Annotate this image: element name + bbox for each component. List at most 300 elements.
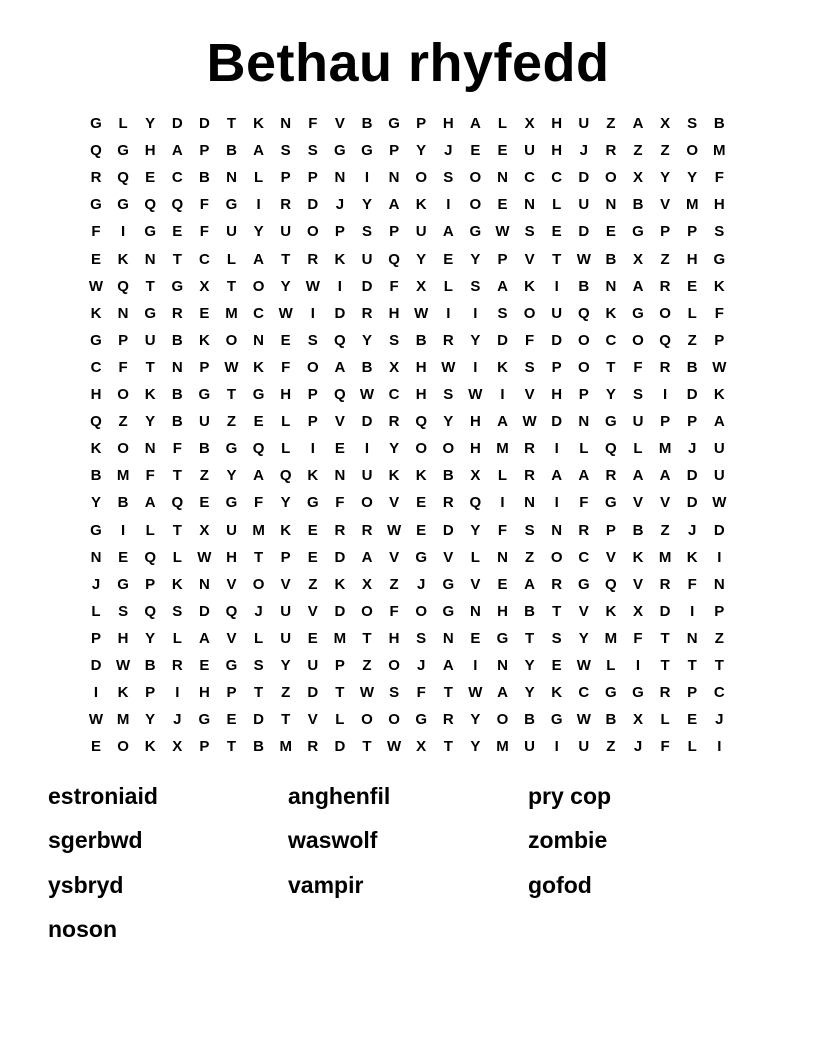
grid-letter: O	[496, 711, 509, 729]
grid-letter: D	[253, 711, 265, 729]
grid-letter: M	[713, 142, 726, 160]
grid-letter: H	[144, 142, 156, 160]
grid-letter: B	[442, 467, 454, 485]
grid-letter: J	[91, 575, 101, 593]
grid-letter: A	[713, 413, 725, 431]
grid-letter: M	[225, 304, 238, 322]
grid-letter: V	[280, 575, 291, 593]
grid-letter: B	[90, 467, 102, 485]
grid-letter: R	[171, 304, 183, 322]
grid-letter: O	[659, 304, 671, 322]
grid-letter: E	[307, 629, 318, 647]
grid-letter: F	[660, 738, 670, 756]
grid-letter: Y	[253, 223, 264, 241]
grid-letter: A	[632, 115, 644, 132]
grid-letter: I	[337, 277, 342, 295]
grid-letter: N	[198, 575, 210, 593]
grid-letter: B	[117, 494, 129, 512]
grid-letter: I	[663, 386, 668, 403]
grid-letter: M	[116, 467, 130, 485]
grid-letter: V	[307, 711, 318, 729]
grid-letter: D	[334, 602, 346, 620]
grid-letter: T	[145, 358, 155, 376]
grid-letter: F	[199, 196, 209, 214]
grid-letter: G	[415, 711, 428, 729]
grid-letter: E	[687, 711, 698, 729]
grid-letter: P	[118, 331, 129, 349]
grid-letter: V	[226, 629, 237, 647]
grid-letter: K	[198, 331, 210, 349]
grid-letter: Q	[605, 440, 617, 458]
grid-letter: A	[632, 467, 644, 485]
grid-letter: A	[551, 467, 563, 485]
grid-letter: Z	[660, 250, 670, 268]
grid-letter: Q	[225, 602, 238, 620]
grid-letter: V	[470, 575, 481, 593]
grid-letter: U	[226, 521, 237, 539]
grid-letter: Q	[117, 169, 129, 187]
grid-letter: J	[688, 521, 697, 539]
grid-letter: A	[253, 467, 265, 485]
grid-letter: Y	[145, 711, 156, 729]
grid-letter: K	[253, 358, 265, 376]
grid-letter: V	[443, 548, 454, 566]
grid-letter: I	[717, 548, 722, 566]
grid-letter: S	[389, 684, 400, 702]
grid-letter: T	[443, 738, 453, 756]
grid-letter: P	[90, 629, 101, 647]
grid-letter: N	[253, 331, 265, 349]
grid-letter: P	[687, 684, 698, 702]
grid-letter: Z	[226, 413, 237, 431]
grid-letter: T	[172, 521, 182, 539]
grid-letter: Y	[416, 250, 427, 268]
grid-letter: Q	[279, 467, 292, 485]
grid-letter: L	[281, 413, 291, 431]
grid-letter: T	[606, 358, 616, 376]
grid-letter: E	[470, 629, 481, 647]
word-list-item: zombie	[528, 827, 608, 853]
grid-letter: P	[416, 115, 427, 132]
grid-letter: M	[279, 738, 292, 756]
grid-letter: H	[415, 358, 427, 376]
grid-letter: F	[254, 494, 264, 512]
grid-letter: W	[305, 277, 320, 295]
grid-letter: Y	[660, 169, 671, 187]
grid-letter: E	[443, 250, 454, 268]
grid-letter: U	[361, 467, 373, 485]
grid-letter: U	[578, 738, 590, 756]
grid-letter: U	[198, 413, 210, 431]
grid-letter: O	[469, 196, 482, 214]
grid-letter: K	[307, 467, 319, 485]
grid-letter: I	[473, 358, 478, 376]
grid-letter: A	[144, 494, 156, 512]
grid-letter: P	[145, 684, 156, 702]
grid-letter: F	[714, 169, 724, 187]
grid-letter: B	[198, 169, 210, 187]
grid-letter: N	[144, 250, 156, 268]
grid-letter: N	[524, 494, 536, 512]
grid-letter: A	[253, 142, 265, 160]
grid-letter: R	[578, 521, 590, 539]
grid-letter: R	[361, 304, 373, 322]
grid-letter: D	[578, 169, 590, 187]
grid-letter: S	[524, 358, 535, 376]
grid-letter: H	[415, 386, 427, 403]
grid-letter: K	[605, 602, 617, 620]
grid-letter: O	[523, 304, 536, 322]
grid-letter: G	[442, 602, 455, 620]
grid-letter: K	[171, 575, 183, 593]
grid-letter: V	[334, 413, 345, 431]
grid-letter: O	[117, 440, 129, 458]
grid-letter: T	[145, 277, 155, 295]
grid-letter: B	[578, 277, 590, 295]
word-list-item: pry cop	[528, 783, 612, 809]
grid-letter: I	[256, 196, 261, 214]
grid-letter: P	[307, 386, 318, 403]
grid-letter: A	[497, 277, 508, 295]
grid-letter: A	[497, 413, 508, 431]
grid-letter: G	[144, 304, 157, 322]
grid-letter: G	[171, 277, 184, 295]
grid-letter: U	[713, 467, 725, 485]
grid-letter: D	[578, 223, 590, 241]
grid-letter: U	[713, 440, 725, 458]
grid-letter: T	[525, 629, 535, 647]
grid-letter: S	[551, 629, 562, 647]
grid-letter: E	[307, 521, 318, 539]
grid-letter: C	[90, 358, 102, 376]
grid-letter: R	[659, 358, 671, 376]
grid-letter: I	[690, 602, 695, 620]
grid-letter: F	[579, 494, 589, 512]
grid-letter: P	[145, 575, 156, 593]
grid-letter: G	[117, 142, 129, 160]
grid-letter: R	[659, 277, 671, 295]
grid-letter: F	[633, 358, 643, 376]
grid-letter: X	[524, 115, 535, 132]
grid-letter: D	[334, 304, 346, 322]
grid-letter: J	[715, 711, 724, 729]
grid-letter: G	[225, 196, 238, 214]
grid-letter: T	[172, 250, 182, 268]
grid-letter: K	[713, 277, 725, 295]
grid-letter: I	[554, 277, 559, 295]
grid-letter: F	[714, 304, 724, 322]
grid-letter: D	[659, 602, 671, 620]
grid-letter: A	[198, 629, 210, 647]
grid-letter: P	[307, 413, 318, 431]
grid-letter: I	[473, 304, 478, 322]
grid-letter: Y	[90, 494, 101, 512]
grid-letter: D	[442, 521, 454, 539]
grid-letter: H	[90, 386, 102, 403]
grid-letter: L	[687, 304, 697, 322]
grid-letter: A	[334, 358, 346, 376]
grid-letter: T	[714, 657, 724, 674]
grid-letter: Y	[524, 684, 535, 702]
grid-letter: K	[415, 196, 427, 214]
grid-letter: C	[524, 169, 536, 187]
grid-letter: O	[117, 386, 129, 403]
grid-letter: R	[605, 142, 617, 160]
grid-letter: N	[144, 440, 156, 458]
grid-letter: K	[388, 467, 400, 485]
grid-letter: T	[552, 602, 562, 620]
grid-letter: Z	[199, 467, 209, 485]
grid-letter: Q	[90, 142, 102, 160]
grid-letter: V	[334, 115, 345, 132]
grid-letter: P	[497, 250, 508, 268]
grid-letter: X	[632, 250, 643, 268]
grid-letter: O	[225, 331, 238, 349]
grid-letter: I	[554, 440, 559, 458]
grid-letter: H	[388, 629, 400, 647]
grid-letter: Q	[144, 602, 157, 620]
grid-letter: V	[660, 196, 671, 214]
grid-letter: G	[415, 548, 428, 566]
grid-letter: P	[605, 521, 616, 539]
grid-letter: P	[226, 684, 237, 702]
grid-letter: E	[551, 657, 562, 674]
grid-letter: B	[524, 602, 536, 620]
grid-letter: V	[389, 494, 400, 512]
grid-letter: E	[497, 142, 508, 160]
grid-letter: F	[172, 440, 182, 458]
grid-letter: R	[334, 521, 346, 539]
grid-letter: H	[686, 250, 698, 268]
grid-letter: W	[116, 657, 131, 674]
grid-letter: O	[252, 277, 265, 295]
grid-letter: D	[171, 115, 183, 132]
puzzle-title: Bethau rhyfedd	[206, 33, 610, 93]
grid-letter: D	[334, 548, 346, 566]
grid-letter: E	[118, 548, 129, 566]
grid-letter: B	[198, 440, 210, 458]
grid-letter: V	[660, 494, 671, 512]
grid-letter: A	[659, 467, 671, 485]
grid-letter: W	[576, 657, 591, 674]
grid-letter: O	[686, 142, 699, 160]
grid-letter: N	[497, 657, 508, 674]
grid-letter: K	[713, 386, 725, 403]
grid-letter: Q	[659, 331, 671, 349]
grid-letter: N	[524, 196, 536, 214]
grid-letter: Y	[280, 657, 291, 674]
grid-letter: W	[576, 250, 591, 268]
grid-letter: Z	[362, 657, 372, 674]
grid-letter: Y	[280, 277, 291, 295]
grid-letter: S	[118, 602, 129, 620]
grid-letter: P	[714, 602, 725, 620]
grid-letter: L	[443, 277, 453, 295]
grid-letter: F	[525, 331, 535, 349]
grid-letter: Y	[145, 115, 156, 132]
grid-letter: R	[171, 657, 183, 674]
grid-letter: I	[364, 440, 370, 458]
grid-letter: G	[225, 440, 238, 458]
grid-letter: Q	[415, 413, 428, 431]
grid-letter: O	[442, 440, 455, 458]
grid-letter: L	[633, 440, 643, 458]
grid-letter: H	[497, 602, 508, 620]
grid-letter: G	[577, 575, 590, 593]
grid-letter: R	[442, 711, 454, 729]
grid-letter: Y	[605, 386, 616, 403]
grid-letter: J	[444, 142, 453, 160]
grid-letter: O	[415, 602, 428, 620]
grid-letter: I	[310, 440, 315, 458]
grid-letter: R	[551, 575, 563, 593]
grid-letter: L	[91, 602, 101, 620]
grid-letter: P	[389, 223, 400, 241]
grid-letter: G	[117, 575, 129, 593]
grid-letter: U	[524, 738, 536, 756]
grid-letter: R	[659, 684, 671, 702]
grid-letter: Y	[578, 629, 589, 647]
grid-letter: N	[117, 304, 129, 322]
grid-letter: M	[333, 629, 347, 647]
grid-letter: Y	[361, 331, 372, 349]
grid-letter: Q	[388, 250, 400, 268]
grid-letter: G	[144, 223, 157, 241]
grid-letter: L	[497, 467, 508, 485]
grid-letter: Z	[308, 575, 318, 593]
grid-letter: N	[469, 602, 481, 620]
grid-letter: S	[443, 169, 454, 187]
grid-letter: Z	[660, 521, 670, 539]
grid-letter: G	[225, 657, 238, 674]
grid-letter: L	[497, 115, 508, 132]
grid-letter: B	[226, 142, 237, 160]
grid-letter: J	[417, 575, 426, 593]
grid-letter: Z	[281, 684, 291, 702]
grid-letter: P	[334, 657, 345, 674]
grid-letter: T	[254, 548, 264, 566]
grid-letter: N	[334, 467, 346, 485]
grid-letter: Q	[144, 196, 157, 214]
grid-letter: U	[361, 250, 373, 268]
grid-letter: D	[361, 277, 373, 295]
grid-letter: O	[605, 169, 617, 187]
grid-letter: W	[468, 386, 483, 403]
grid-letter: E	[90, 250, 101, 268]
grid-letter: E	[416, 521, 427, 539]
grid-letter: V	[307, 602, 318, 620]
grid-letter: H	[280, 386, 292, 403]
grid-letter: W	[387, 738, 402, 756]
grid-letter: E	[470, 142, 481, 160]
grid-letter: W	[359, 684, 375, 702]
grid-letter: S	[172, 602, 183, 620]
grid-letter: L	[254, 169, 264, 187]
grid-letter: F	[389, 602, 399, 620]
grid-letter: L	[687, 738, 697, 756]
grid-letter: B	[253, 738, 265, 756]
grid-letter: I	[635, 657, 641, 674]
word-list-item: estroniaid	[48, 783, 158, 809]
grid-letter: E	[199, 657, 210, 674]
grid-letter: C	[171, 169, 183, 187]
grid-letter: C	[605, 331, 617, 349]
grid-letter: Z	[660, 142, 670, 160]
grid-letter: D	[198, 602, 210, 620]
grid-letter: P	[199, 142, 210, 160]
grid-letter: A	[442, 657, 454, 674]
word-list-item: noson	[48, 916, 117, 942]
grid-letter: M	[116, 711, 130, 729]
grid-letter: Y	[687, 169, 698, 187]
grid-letter: Y	[470, 738, 481, 756]
grid-letter: U	[632, 413, 644, 431]
grid-letter: S	[524, 521, 535, 539]
grid-letter: F	[416, 684, 426, 702]
grid-letter: P	[280, 548, 291, 566]
grid-letter: L	[606, 657, 616, 674]
grid-letter: G	[225, 494, 238, 512]
grid-letter: T	[362, 738, 372, 756]
grid-letter: R	[524, 467, 536, 485]
grid-letter: G	[469, 223, 482, 241]
grid-letter: U	[307, 657, 319, 674]
grid-letter: E	[145, 169, 156, 187]
grid-letter: Y	[470, 331, 481, 349]
grid-letter: W	[712, 494, 727, 512]
grid-letter: I	[473, 657, 478, 674]
grid-letter: Q	[171, 196, 184, 214]
grid-letter: I	[554, 494, 559, 512]
grid-letter: Z	[633, 142, 643, 160]
grid-letter: Q	[117, 277, 129, 295]
grid-letter: W	[522, 413, 537, 431]
grid-letter: Y	[470, 521, 481, 539]
grid-letter: H	[551, 142, 563, 160]
grid-letter: A	[497, 684, 508, 702]
grid-letter: A	[253, 250, 265, 268]
grid-letter: S	[443, 386, 454, 403]
grid-letter: O	[306, 358, 319, 376]
grid-letter: S	[524, 223, 535, 241]
grid-letter: D	[307, 684, 319, 702]
grid-letter: C	[551, 169, 563, 187]
grid-letter: K	[90, 440, 102, 458]
grid-letter: O	[577, 358, 590, 376]
grid-letter: P	[280, 169, 291, 187]
grid-letter: X	[470, 467, 481, 485]
grid-letter: Y	[226, 467, 237, 485]
grid-letter: N	[497, 169, 508, 187]
grid-letter: G	[252, 386, 265, 403]
grid-letter: M	[496, 440, 509, 458]
grid-letter: O	[361, 711, 373, 729]
grid-letter: R	[605, 467, 617, 485]
grid-letter: Y	[470, 711, 481, 729]
grid-letter: H	[388, 304, 400, 322]
grid-letter: E	[280, 331, 291, 349]
grid-letter: O	[361, 602, 373, 620]
grid-letter: W	[88, 277, 104, 295]
grid-letter: M	[604, 629, 618, 647]
grid-letter: H	[117, 629, 129, 647]
grid-letter: R	[90, 169, 102, 187]
grid-letter: D	[686, 386, 698, 403]
grid-letter: Q	[605, 575, 617, 593]
grid-letter: G	[605, 413, 617, 431]
grid-letter: I	[500, 494, 505, 512]
grid-letter: O	[306, 223, 319, 241]
